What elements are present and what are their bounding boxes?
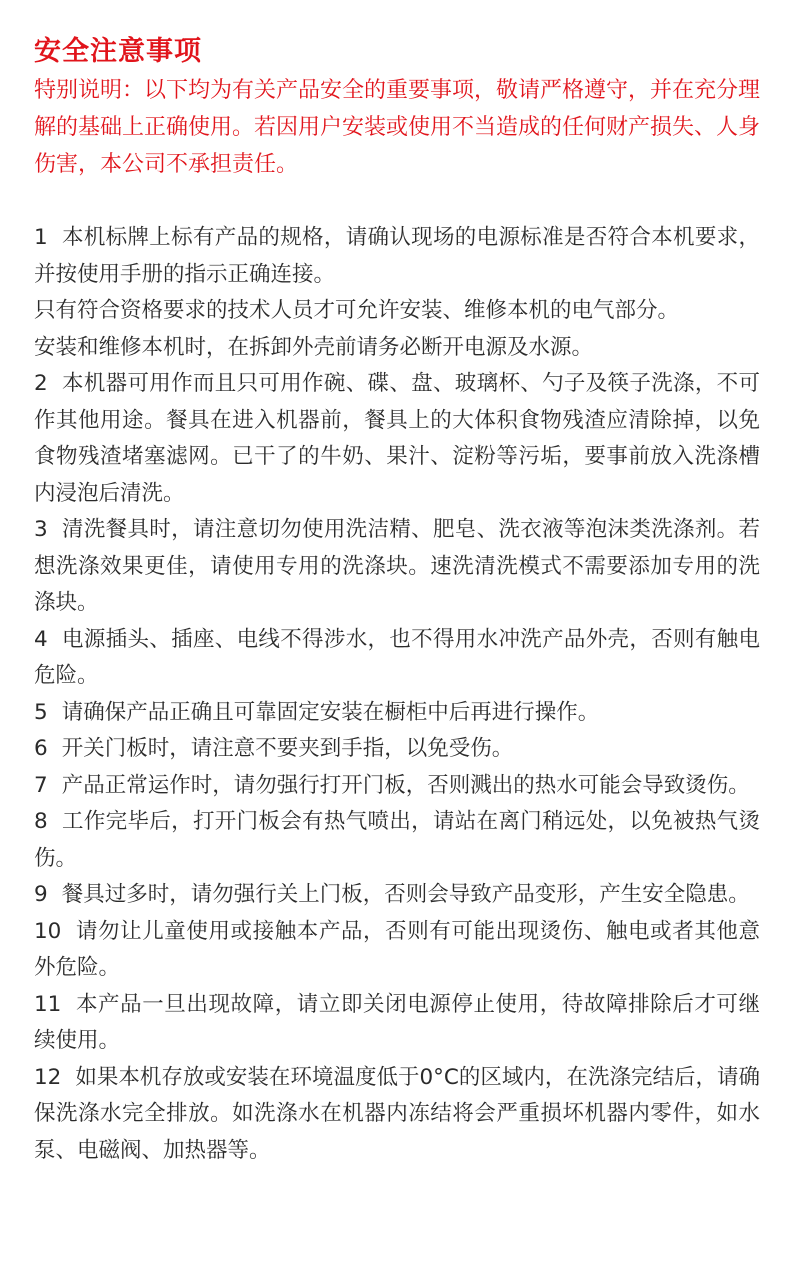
notice-item-number: 8 [34,809,48,834]
notice-item-text: 工作完毕后，打开门板会有热气喷出，请站在离门稍远处，以免被热气烫伤。 [34,809,760,871]
notice-item-number: 5 [34,699,48,725]
notice-list [34,220,760,1169]
notice-item-number: 2 [34,371,48,396]
notice-item-number: 9 [34,882,48,907]
notice-item-text: 本机标牌上标有产品的规格，请确认现场的电源标准是否符合本机要求，并按使用手册的指示正确连接。 [34,225,760,287]
notice-item-number: 11 [34,991,62,1017]
notice-item [34,695,760,732]
notice-item-number: 12 [34,1064,62,1090]
notice-item-text: 只有符合资格要求的技术人员才可允许安装、维修本机的电气部分。 [34,298,680,323]
notice-item [34,622,760,695]
notice-item [34,512,760,622]
notice-item-text: 本机器可用作而且只可用作碗、碟、盘、玻璃杯、勺子及筷子洗涤，不可作其他用途。餐具在进入机器前，餐具上的大体积食物残渣应清除掉，以免食物残渣堵塞滤网。已干了的牛奶、果汁、淀粉等污垢，要事前放入洗涤槽内浸泡后清洗。 [34,371,760,506]
notice-item-text: 清洗餐具时，请注意切勿使用洗洁精、肥皂、洗衣液等泡沫类洗涤剂。若想洗涤效果更佳，请使用专用的洗涤块。速洗清洗模式不需要添加专用的洗涤块。 [34,517,760,615]
notice-item [34,220,760,293]
special-note: 特别说明：以下均为有关产品安全的重要事项，敬请严格遵守，并在充分理解的基础上正确使用。若因用户安装或使用不当造成的任何财产损失、人身伤害，本公司不承担责任。 [34,78,761,177]
notice-item-number: 10 [34,918,62,944]
notice-item [34,731,760,768]
notice-item [34,330,760,367]
notice-item-text: 安装和维修本机时，在拆卸外壳前请务必断开电源及水源。 [34,334,594,360]
notice-item-number: 7 [34,772,48,798]
notice-item-text: 请确保产品正确且可靠固定安装在橱柜中后再进行操作。 [61,699,600,725]
notice-item-text: 电源插头、插座、电线不得涉水，也不得用水冲洗产品外壳，否则有触电危险。 [34,626,760,688]
notice-item [34,914,760,987]
notice-item [34,804,760,877]
notice-item [34,293,760,330]
notice-item-number: 6 [34,736,48,761]
notice-item-text: 如果本机存放或安装在环境温度低于0°C的区域内，在洗涤完结后，请确保洗涤水完全排放。如洗涤水在机器内冻结将会严重损坏机器内零件，如水泵、电磁阀、加热器等。 [34,1064,760,1163]
notice-item [34,1060,760,1170]
notice-item-number: 4 [34,626,48,652]
notice-item-text: 请勿让儿童使用或接触本产品，否则有可能出现烫伤、触电或者其他意外危险。 [34,918,760,980]
notice-item-text: 产品正常运作时，请勿强行打开门板，否则溅出的热水可能会导致烫伤。 [61,772,750,798]
safety-notice-page [34,32,760,1169]
notice-item-text: 开关门板时，请注意不要夹到手指，以免受伤。 [61,736,514,761]
page-title: 安全注意事项 [34,36,202,67]
notice-item [34,366,760,512]
notice-item-number: 3 [34,517,48,542]
notice-item-number: 1 [34,225,48,250]
notice-item-text: 餐具过多时，请勿强行关上门板，否则会导致产品变形，产生安全隐患。 [61,882,750,907]
notice-item [34,768,760,805]
notice-item [34,877,760,914]
notice-item [34,987,760,1060]
notice-item-text: 本产品一旦出现故障，请立即关闭电源停止使用，待故障排除后才可继续使用。 [34,991,760,1053]
